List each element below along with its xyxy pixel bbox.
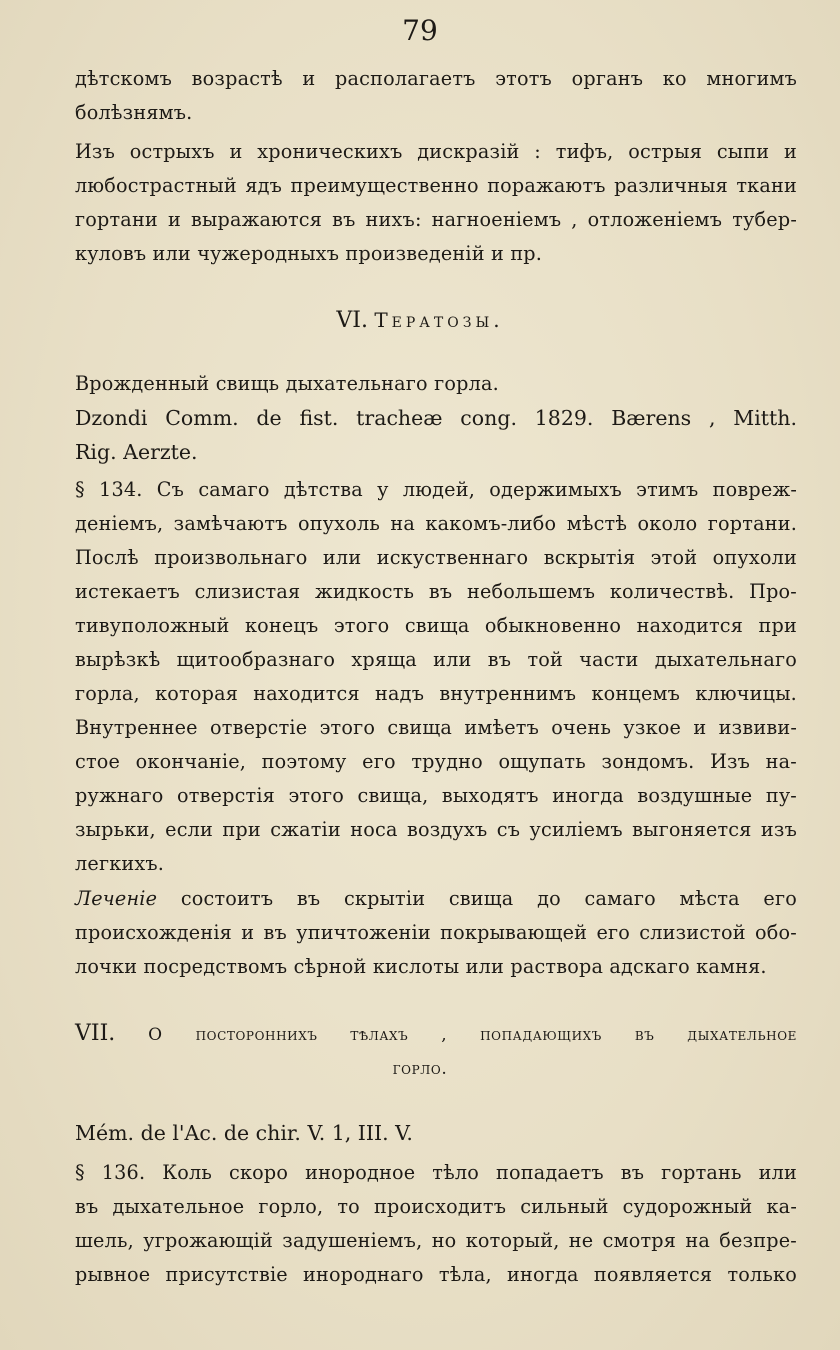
paragraph-line: зырьки, если при сжатіи носа воздухъ съ усиліемъ выгоняется изъ [75, 818, 797, 841]
treatment-label: Леченіе [75, 887, 158, 910]
paragraph-line: Изъ острыхъ и хроническихъ дискразій : тифъ, острыя сыпи и [75, 140, 797, 163]
paragraph-line: истекаетъ слизистая жидкость въ небольшемъ количествѣ. Про- [75, 580, 797, 603]
paragraph-line: любострастный ядъ преимущественно поражаютъ различныя ткани [75, 174, 797, 197]
paragraph-line: Внутреннее отверстіе этого свища имѣетъ очень узкое и извиви- [75, 716, 797, 739]
paragraph-line: Врожденный свищь дыхательнаго горла. [75, 372, 499, 395]
paragraph-line: § 136. Коль скоро инородное тѣло попадаетъ въ гортань или [75, 1161, 797, 1184]
paragraph-line: гортани и выражаются въ нихъ: нагноеніемъ , отложеніемъ тубер- [75, 208, 797, 231]
paragraph-line: куловъ или чужеродныхъ произведеній и пр. [75, 242, 543, 265]
section-title: О постороннихъ тѣлахъ , попадающихъ въ дыхательное [115, 1025, 797, 1045]
paragraph-line: деніемъ, замѣчаютъ опухоль на какомъ-либо мѣстѣ около гортани. [75, 512, 797, 535]
paragraph-line: болѣзнямъ. [75, 101, 193, 124]
section-title-continuation: горло. [392, 1059, 448, 1079]
treatment-text: состоитъ въ скрытіи свища до самаго мѣста его [157, 887, 797, 910]
paragraph-line: тивуположный конецъ этого свища обыкновенно находится при [75, 614, 797, 637]
paragraph-line: Послѣ произвольнаго или искуственнаго вскрытія этой опухоли [75, 546, 797, 569]
page-number: 79 [402, 14, 438, 47]
paragraph-line: легкихъ. [75, 852, 165, 875]
section-heading-vii [75, 1018, 797, 1050]
paragraph-line: въ дыхательное горло, то происходитъ сильный судорожный ка- [75, 1195, 797, 1218]
paragraph-line: происхожденія и въ упичтоженіи покрывающей его слизистой обо- [75, 921, 797, 944]
paragraph-line: рывное присутствіе инороднаго тѣла, иногда появляется только [75, 1263, 797, 1286]
reference-line: Rig. Aerzte. [75, 440, 198, 464]
reference-line: Mém. de l'Ac. de chir. V. 1, III. V. [75, 1121, 413, 1145]
paragraph-line: дѣтскомъ возрастѣ и располагаетъ этотъ органъ ко многимъ [75, 67, 797, 90]
paragraph-line: вырѣзкѣ щитообразнаго хряща или въ той части дыхательнаго [75, 648, 797, 671]
paragraph-line: шель, угрожающій задушеніемъ, но который, не смотря на безпре- [75, 1229, 797, 1252]
section-number: VII. [75, 1021, 116, 1046]
paragraph-line: ружнаго отверстія этого свища, выходятъ иногда воздушные пу- [75, 784, 797, 807]
paragraph-line: лочки посредствомъ сѣрной кислоты или раствора адскаго камня. [75, 955, 767, 978]
section-title: Тератозы. [374, 308, 504, 332]
paragraph-line: стое окончаніе, поэтому его трудно ощупать зондомъ. Изъ на- [75, 750, 797, 773]
section-heading-vi [0, 305, 840, 336]
paragraph-line: § 134. Съ самаго дѣтства у людей, одержимыхъ этимъ повреж- [75, 478, 797, 501]
reference-line: Dzondi Comm. de fist. tracheæ cong. 1829. Bærens , Mitth. [75, 406, 797, 430]
paragraph-line: горла, которая находится надъ внутреннимъ концемъ ключицы. [75, 682, 797, 705]
section-number: VI. [336, 308, 368, 333]
paragraph-line [75, 882, 797, 916]
